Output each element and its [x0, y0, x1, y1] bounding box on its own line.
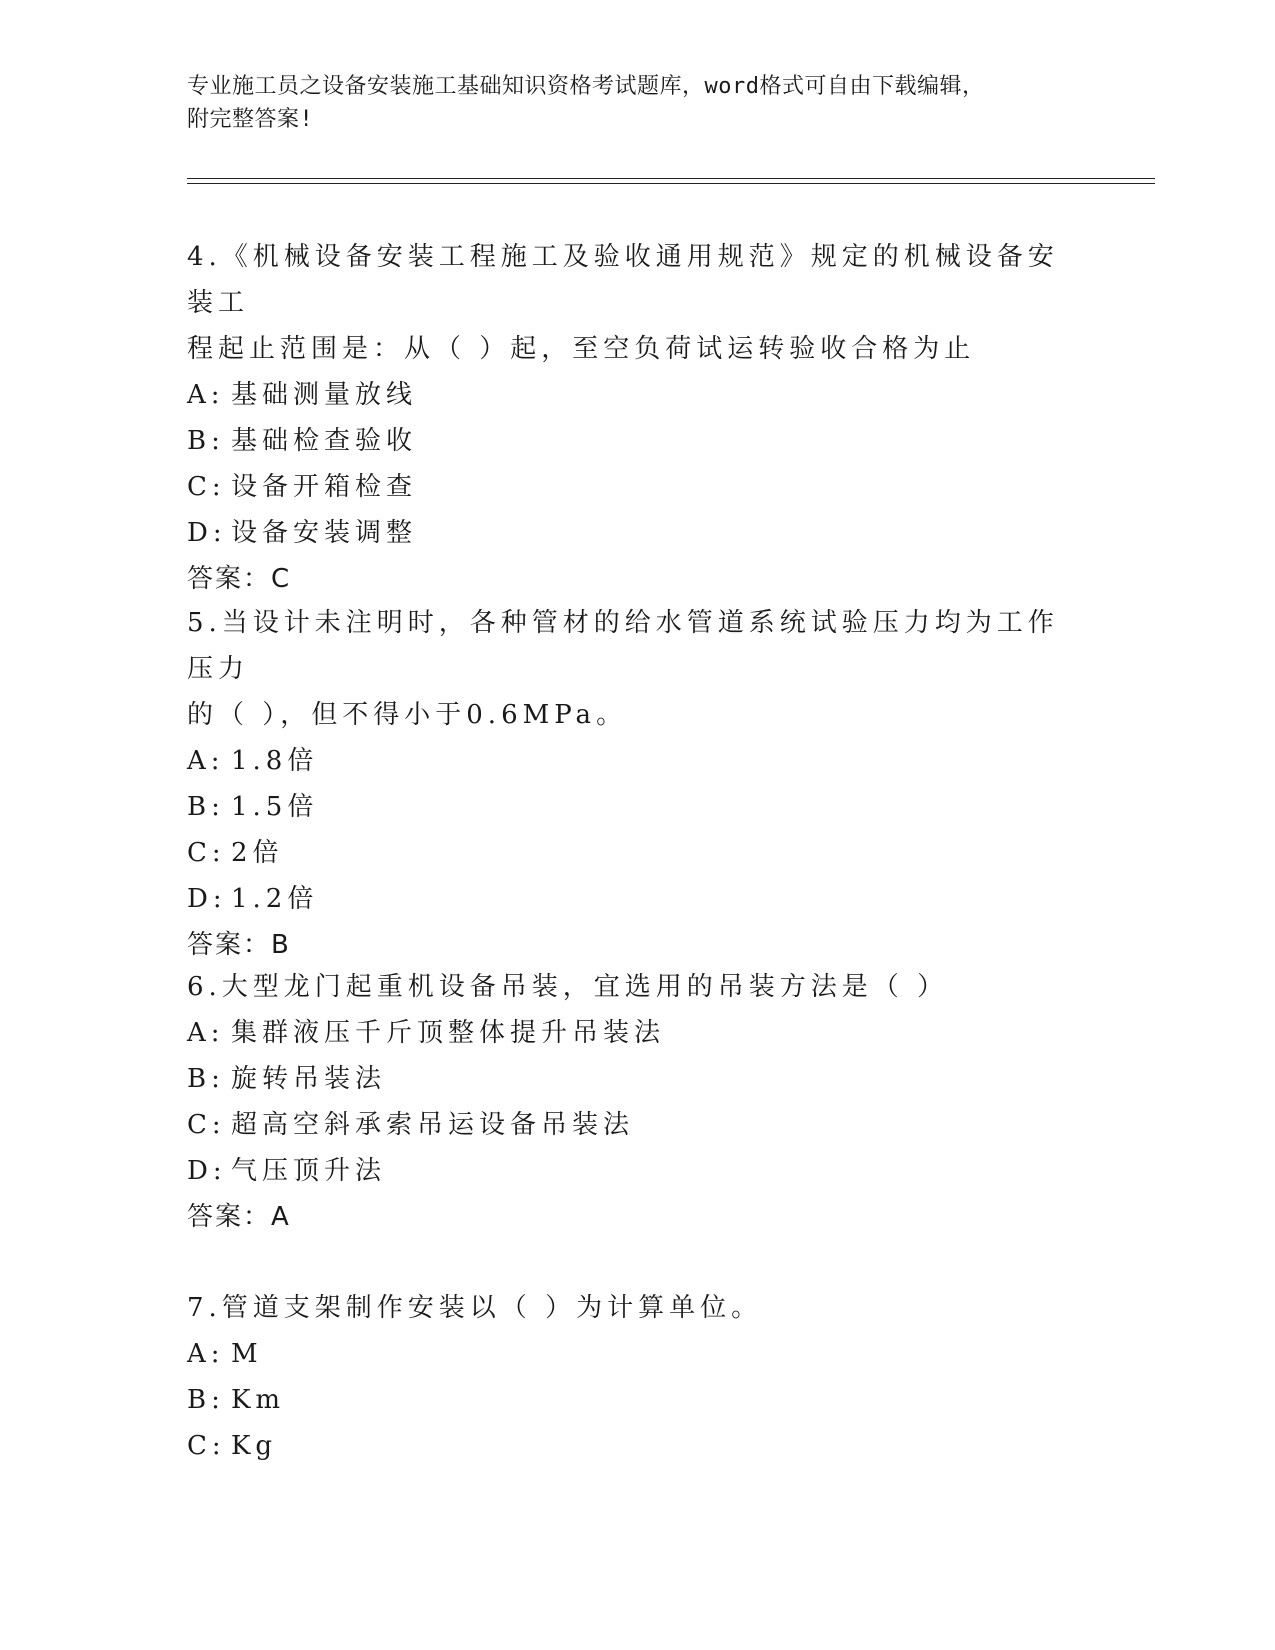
- option-a: [187, 1010, 1087, 1056]
- option-d: [187, 510, 1087, 556]
- option-letter: C:: [187, 1431, 226, 1461]
- option-a: [187, 738, 1087, 784]
- option-b: [187, 784, 1087, 830]
- option-text: 旋转吊装法: [231, 1064, 387, 1094]
- question-stem-line-2: 的（ ），但不得小于0.6MPa。: [187, 700, 628, 730]
- option-b: [187, 1377, 1087, 1423]
- question-4: [187, 234, 1087, 602]
- option-text: 1.8倍: [231, 746, 319, 776]
- option-c: [187, 464, 1087, 510]
- header-divider-top: [187, 178, 1155, 179]
- question-stem-line-1: 6.大型龙门起重机设备吊装，宜选用的吊装方法是（ ）: [187, 972, 949, 1002]
- option-letter: A:: [187, 1018, 225, 1048]
- option-d: [187, 1148, 1087, 1194]
- option-letter: B:: [187, 1064, 225, 1094]
- question-6: [187, 964, 1087, 1240]
- option-text: 设备安装调整: [231, 518, 418, 548]
- question-stem-line-1: 4.《机械设备安装工程施工及验收通用规范》规定的机械设备安装工: [187, 242, 1059, 318]
- option-c: [187, 830, 1087, 876]
- header-line-2: 附完整答案!: [187, 107, 314, 132]
- option-text: M: [231, 1339, 263, 1369]
- option-letter: D:: [187, 1156, 227, 1186]
- option-letter: C:: [187, 1110, 226, 1140]
- option-letter: C:: [187, 472, 226, 502]
- option-text: 1.5倍: [231, 792, 319, 822]
- option-letter: B:: [187, 426, 225, 456]
- option-letter: A:: [187, 380, 225, 410]
- option-letter: A:: [187, 746, 225, 776]
- option-a: [187, 1331, 1087, 1377]
- question-7: [187, 1285, 1087, 1469]
- option-text: 集群液压千斤顶整体提升吊装法: [231, 1018, 666, 1048]
- option-a: [187, 372, 1087, 418]
- option-c: [187, 1102, 1087, 1148]
- answer-line: 答案：A: [187, 1202, 291, 1232]
- option-text: 基础测量放线: [231, 380, 418, 410]
- header-line-1: 专业施工员之设备安装施工基础知识资格考试题库，word格式可自由下载编辑，: [187, 74, 985, 99]
- option-text: Kg: [231, 1431, 278, 1461]
- option-text: 超高空斜承索吊运设备吊装法: [231, 1110, 635, 1140]
- option-text: 2倍: [231, 838, 284, 868]
- header-divider-bottom: [187, 183, 1155, 184]
- option-text: 基础检查验收: [231, 426, 418, 456]
- question-stem-line-2: 程起止范围是：从（ ）起，至空负荷试运转验收合格为止: [187, 334, 976, 364]
- option-d: [187, 876, 1087, 922]
- answer-line: 答案：B: [187, 930, 291, 960]
- option-text: 气压顶升法: [231, 1156, 387, 1186]
- option-c: [187, 1423, 1087, 1469]
- option-letter: B:: [187, 1385, 225, 1415]
- question-stem-line-1: 7.管道支架制作安装以（ ）为计算单位。: [187, 1293, 763, 1323]
- option-text: 1.2倍: [231, 884, 319, 914]
- question-stem-line-1: 5.当设计未注明时，各种管材的给水管道系统试验压力均为工作压力: [187, 608, 1059, 684]
- answer-line: 答案：C: [187, 564, 292, 594]
- option-letter: B:: [187, 792, 225, 822]
- document-header: [187, 70, 1087, 136]
- question-5: [187, 600, 1087, 968]
- option-letter: C:: [187, 838, 226, 868]
- option-text: 设备开箱检查: [231, 472, 418, 502]
- option-text: Km: [231, 1385, 286, 1415]
- option-letter: D:: [187, 518, 227, 548]
- option-letter: A:: [187, 1339, 225, 1369]
- option-b: [187, 1056, 1087, 1102]
- option-letter: D:: [187, 884, 227, 914]
- option-b: [187, 418, 1087, 464]
